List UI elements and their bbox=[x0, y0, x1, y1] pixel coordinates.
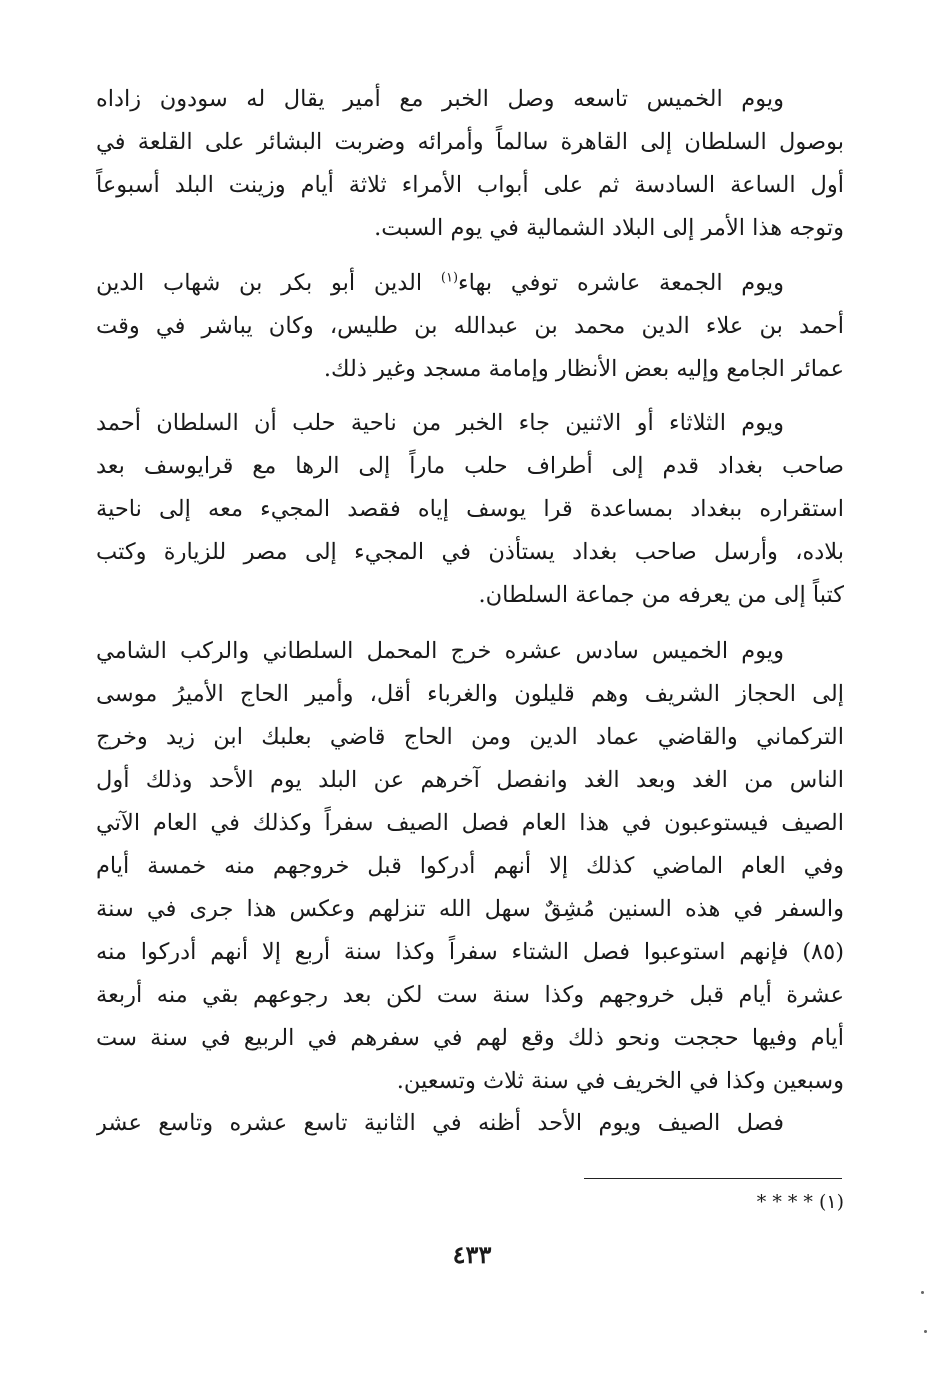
text-line: وتوجه هذا الأمر إلى البلاد الشمالية في يوم السبت. bbox=[374, 215, 844, 241]
text-line: والسفر في هذه السنين مُشِقٌ سهل الله تنزلهم وعكس هذا جرى في سنة bbox=[96, 896, 844, 922]
text-line bbox=[96, 262, 844, 305]
paragraph-2 bbox=[96, 262, 844, 391]
text-line: ويوم الخميس تاسعه وصل الخبر مع أمير يقال له سودون زاداه bbox=[96, 86, 784, 112]
scan-speck bbox=[921, 1291, 924, 1294]
text-line: (٨٥) فإنهم استوعبوا فصل الشتاء سفراً وكذا سنة أربع إلا أنهم أدركوا منه bbox=[96, 939, 844, 965]
text-line: عمائر الجامع وإليه بعض الأنظار وإمامة مسجد وغير ذلك. bbox=[323, 356, 844, 382]
text-line: بوصول السلطان إلى القاهرة سالماً وأمرائه وضربت البشائر على القلعة في bbox=[96, 129, 844, 155]
text-line: ويوم الخميس سادس عشره خرج المحمل السلطاني والركب الشامي bbox=[96, 638, 784, 664]
text-line: وفي العام الماضي كذلك إلا أنهم أدركوا قبل خروجهم منه خمسة أيام bbox=[96, 853, 844, 879]
text-segment: ويوم الجمعة عاشره توفي بهاء bbox=[458, 270, 784, 296]
text-line: إلى الحجاز الشريف وهم قليلون والغرباء أقل، وأمير الحاج الأميرُ موسى bbox=[96, 681, 844, 707]
text-line: الناس من الغد وبعد الغد وانفصل آخرهم عن البلد يوم الأحد وذلك أول bbox=[96, 767, 844, 793]
page-number: ٤٣٣ bbox=[452, 1240, 492, 1269]
text-line: التركماني والقاضي عماد الدين ومن الحاج قاضي بعلبك ابن زيد وخرج bbox=[96, 724, 844, 750]
text-line: عشرة أيام قبل خروجهم وكذا سنة ست لكن بعد رجوعهم بقي منه أربعة bbox=[96, 982, 844, 1008]
text-line: فصل الصيف ويوم الأحد أظنه في الثانية تاسع عشره وتاسع عشر bbox=[96, 1110, 784, 1136]
text-segment: الدين أبو بكر بن شهاب الدين bbox=[96, 270, 441, 296]
paragraph-4 bbox=[96, 630, 844, 1103]
paragraph-3 bbox=[96, 402, 844, 617]
text-line: بلاده، وأرسل صاحب بغداد يستأذن في المجيء إلى مصر للزيارة وكتب bbox=[96, 539, 844, 565]
text-line: ويوم الثلاثاء أو الاثنين جاء الخبر من ناحية حلب أن السلطان أحمد bbox=[96, 410, 784, 436]
text-line: استقراره ببغداد بمساعدة قرا يوسف إياه فقصد المجيء معه إلى ناحية bbox=[96, 496, 844, 522]
paragraph-5 bbox=[96, 1102, 844, 1145]
paragraph-1 bbox=[96, 78, 844, 250]
text-line: أحمد بن علاء الدين محمد بن عبدالله بن طليس، وكان يباشر في وقت bbox=[96, 313, 844, 339]
text-line: كتباً إلى من يعرفه من جماعة السلطان. bbox=[478, 582, 844, 608]
scan-speck bbox=[924, 1330, 927, 1333]
text-line: صاحب بغداد قدم إلى أطراف حلب ماراً إلى الرها مع قرايوسف بعد bbox=[96, 453, 844, 479]
text-line: أول الساعة السادسة ثم على أبواب الأمراء ثلاثة أيام وزينت البلد أسبوعاً bbox=[96, 172, 844, 198]
footnote-marker: (١) bbox=[440, 270, 459, 286]
footnote: (١) * * * * bbox=[756, 1191, 844, 1213]
text-line: وسبعين وكذا في الخريف في سنة ثلاث وتسعين. bbox=[396, 1068, 844, 1094]
text-line: أيام وفيها حججت ونحو ذلك وقع لهم في سفرهم في الربيع في سنة ست bbox=[96, 1025, 844, 1051]
text-line: الصيف فيستوعبون في هذا العام فصل الصيف سفراً وكذلك في العام الآتي bbox=[96, 810, 844, 836]
footnote-divider bbox=[584, 1178, 842, 1179]
